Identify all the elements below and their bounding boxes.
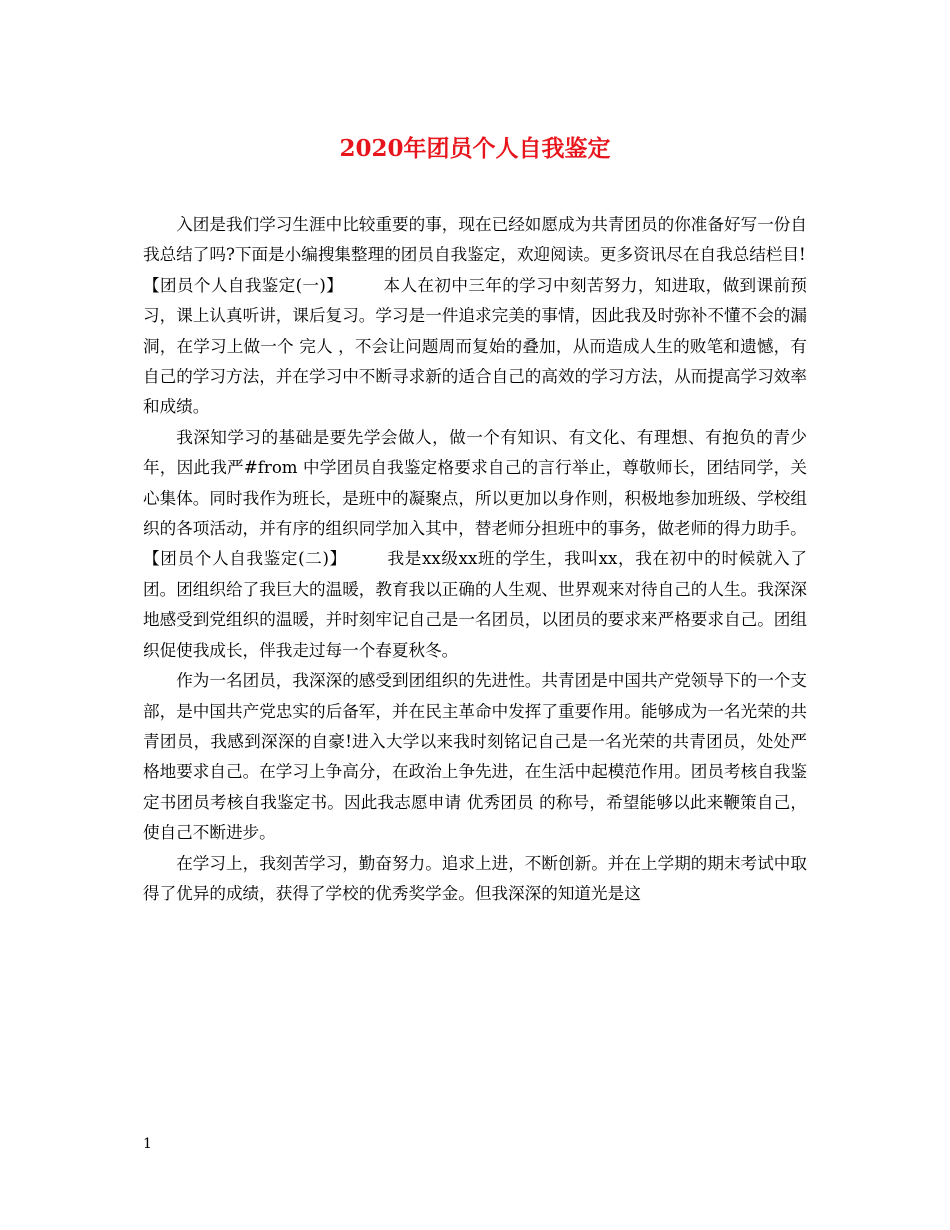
section-2-heading: 【团员个人自我鉴定(二)】 (143, 549, 347, 569)
section-2-paragraph-3: 在学习上，我刻苦学习，勤奋努力。追求上进，不断创新。并在上学期的期末考试中取得了优异的成绩，获得了学校的优秀奖学金。但我深深的知道光是这 (143, 853, 807, 903)
intro-paragraph: 入团是我们学习生涯中比较重要的事，现在已经如愿成为共青团员的你准备好写一份自我总结了吗?下面是小编搜集整理的团员自我鉴定，欢迎阅读。更多资讯尽在自我总结栏目! (143, 215, 807, 265)
section-1-heading: 【团员个人自我鉴定(一)】 (143, 275, 344, 295)
section-1-body: 本人在初中三年的学习中刻苦努力，知进取，做到课前预习，课上认真听讲，课后复习。学习是一件追求完美的事情，因此我及时弥补不懂不会的漏洞，在学习上做一个 完人 ，不会让问题周而复始的叠加，从而造成人生的败笔和遗憾，有自己的学习方法，并在学习中不断寻求新的适合自己的高效的学习方法，从而提高学习效率和成绩。 (143, 275, 807, 417)
document-body (143, 210, 807, 909)
section-1-paragraph-2: 我深知学习的基础是要先学会做人，做一个有知识、有文化、有理想、有抱负的青少年，因此我严#from 中学团员自我鉴定格要求自己的言行举止，尊敬师长，团结同学，关心集体。同时我作为班长，是班中的凝聚点，所以更加以身作则，积极地参加班级、学校组织的各项活动，并有序的组织同学加入其中，替老师分担班中的事务，做老师的得力助手。 (143, 427, 807, 539)
page-number: 1 (143, 1136, 152, 1152)
page-title: 2020年团员个人自我鉴定 (339, 135, 611, 162)
section-1-paragraph (143, 271, 807, 423)
section-2-body: 我是xx级xx班的学生，我叫xx，我在初中的时候就入了团。团组织给了我巨大的温暖，教育我以正确的人生观、世界观来对待自己的人生。我深深地感受到党组织的温暖，并时刻牢记自己是一名团员，以团员的要求来严格要求自己。团组织促使我成长，伴我走过每一个春夏秋冬。 (143, 549, 807, 660)
section-2-paragraph (143, 544, 807, 666)
section-2-paragraph-2: 作为一名团员，我深深的感受到团组织的先进性。共青团是中国共产党领导下的一个支部，是中国共产党忠实的后备军，并在民主革命中发挥了重要作用。能够成为一名光荣的共青团员，我感到深深的自豪!进入大学以来我时刻铭记自己是一名光荣的共青团员，处处严格地要求自己。在学习上争高分，在政治上争先进，在生活中起模范作用。团员考核自我鉴定书团员考核自我鉴定书。因此我志愿申请 优秀团员 的称号，希望能够以此来鞭策自己，使自己不断进步。 (143, 671, 807, 843)
